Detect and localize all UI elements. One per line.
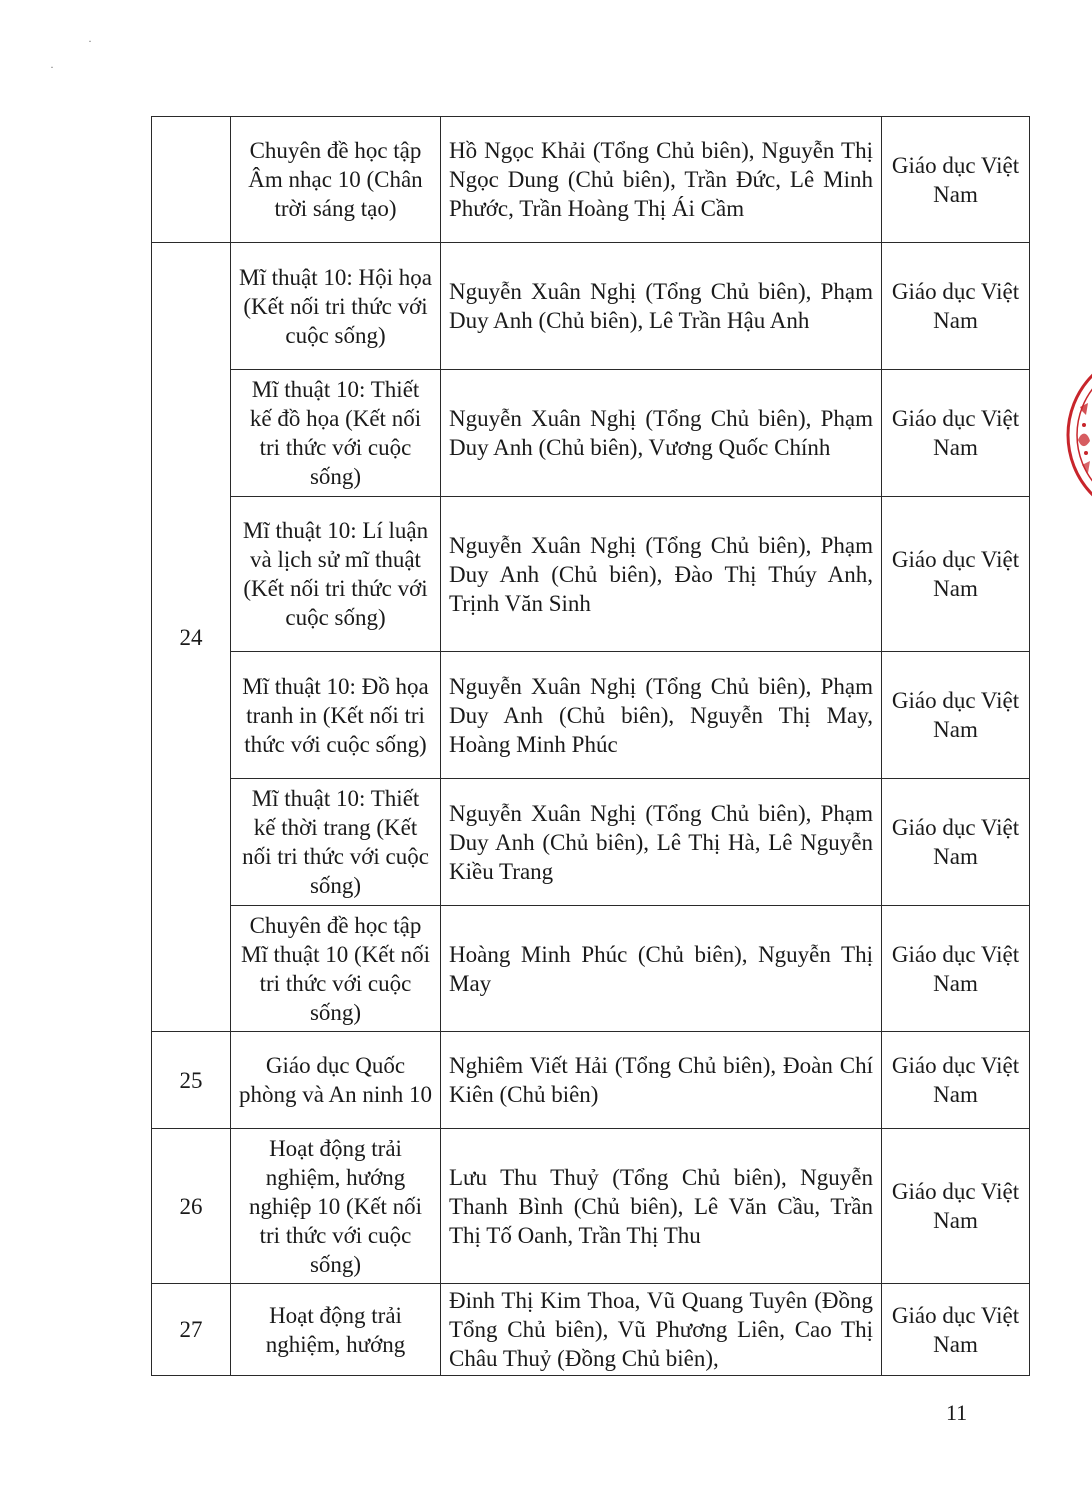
table-row [152,117,1030,243]
table-row [152,652,1030,779]
book-authors: Nguyễn Xuân Nghị (Tổng Chủ biên), Phạm Duy Anh (Chủ biên), Vương Quốc Chính [441,370,882,497]
book-title: Hoạt động trải nghiệm, hướng nghiệp 10 (Kết nối tri thức với cuộc sống) [231,1129,441,1284]
table-row [152,497,1030,652]
table-row [152,779,1030,906]
table-row [152,370,1030,497]
book-title: Hoạt động trải nghiệm, hướng [231,1284,441,1376]
book-publisher: Giáo dục Việt Nam [882,1032,1030,1129]
scan-speck: · [88,34,92,48]
book-authors: Nguyễn Xuân Nghị (Tổng Chủ biên), Phạm Duy Anh (Chủ biên), Lê Trần Hậu Anh [441,243,882,370]
row-number [152,117,231,243]
table-row [152,906,1030,1032]
book-title: Chuyên đề học tập Mĩ thuật 10 (Kết nối tri thức với cuộc sống) [231,906,441,1032]
book-authors: Nguyễn Xuân Nghị (Tổng Chủ biên), Phạm Duy Anh (Chủ biên), Đào Thị Thúy Anh, Trịnh Văn Sinh [441,497,882,652]
book-publisher: Giáo dục Việt Nam [882,652,1030,779]
book-title: Mĩ thuật 10: Thiết kế thời trang (Kết nối tri thức với cuộc sống) [231,779,441,906]
book-title: Mĩ thuật 10: Đồ họa tranh in (Kết nối tri thức với cuộc sống) [231,652,441,779]
book-title: Mĩ thuật 10: Thiết kế đồ họa (Kết nối tri thức với cuộc sống) [231,370,441,497]
book-authors: Hoàng Minh Phúc (Chủ biên), Nguyễn Thị May [441,906,882,1032]
book-publisher: Giáo dục Việt Nam [882,1284,1030,1376]
book-publisher: Giáo dục Việt Nam [882,1129,1030,1284]
scan-speck: · [50,60,54,74]
table-row [152,243,1030,370]
page-number: 11 [946,1400,968,1425]
book-title: Mĩ thuật 10: Hội họa (Kết nối tri thức với cuộc sống) [231,243,441,370]
row-number: 27 [152,1284,231,1376]
book-authors: Đinh Thị Kim Thoa, Vũ Quang Tuyên (Đồng Tổng Chủ biên), Vũ Phương Liên, Cao Thị Châu Thuỷ (Đồng Chủ biên), [441,1284,882,1376]
book-publisher: Giáo dục Việt Nam [882,243,1030,370]
book-publisher: Giáo dục Việt Nam [882,906,1030,1032]
book-publisher: Giáo dục Việt Nam [882,497,1030,652]
table-row [152,1129,1030,1284]
book-title: Chuyên đề học tập Âm nhạc 10 (Chân trời sáng tạo) [231,117,441,243]
book-authors: Lưu Thu Thuỷ (Tổng Chủ biên), Nguyễn Thanh Bình (Chủ biên), Lê Văn Cầu, Trần Thị Tố Oanh, Trần Thị Thu [441,1129,882,1284]
table-row [152,1284,1030,1376]
row-number: 24 [152,243,231,1032]
book-title: Giáo dục Quốc phòng và An ninh 10 [231,1032,441,1129]
book-authors: Nguyễn Xuân Nghị (Tổng Chủ biên), Phạm Duy Anh (Chủ biên), Nguyễn Thị May, Hoàng Minh Phúc [441,652,882,779]
book-authors: Hồ Ngọc Khải (Tổng Chủ biên), Nguyễn Thị Ngọc Dung (Chủ biên), Trần Đức, Lê Minh Phước, Trần Hoàng Thị Ái Cầm [441,117,882,243]
table-row [152,1032,1030,1129]
book-authors: Nghiêm Viết Hải (Tổng Chủ biên), Đoàn Chí Kiên (Chủ biên) [441,1032,882,1129]
row-number: 25 [152,1032,231,1129]
book-title: Mĩ thuật 10: Lí luận và lịch sử mĩ thuật (Kết nối tri thức với cuộc sống) [231,497,441,652]
book-publisher: Giáo dục Việt Nam [882,370,1030,497]
official-seal-stamp [1058,345,1092,525]
book-authors: Nguyễn Xuân Nghị (Tổng Chủ biên), Phạm Duy Anh (Chủ biên), Lê Thị Hà, Lê Nguyễn Kiều Trang [441,779,882,906]
book-publisher: Giáo dục Việt Nam [882,117,1030,243]
row-number: 26 [152,1129,231,1284]
textbook-table [151,116,1030,1376]
book-publisher: Giáo dục Việt Nam [882,779,1030,906]
